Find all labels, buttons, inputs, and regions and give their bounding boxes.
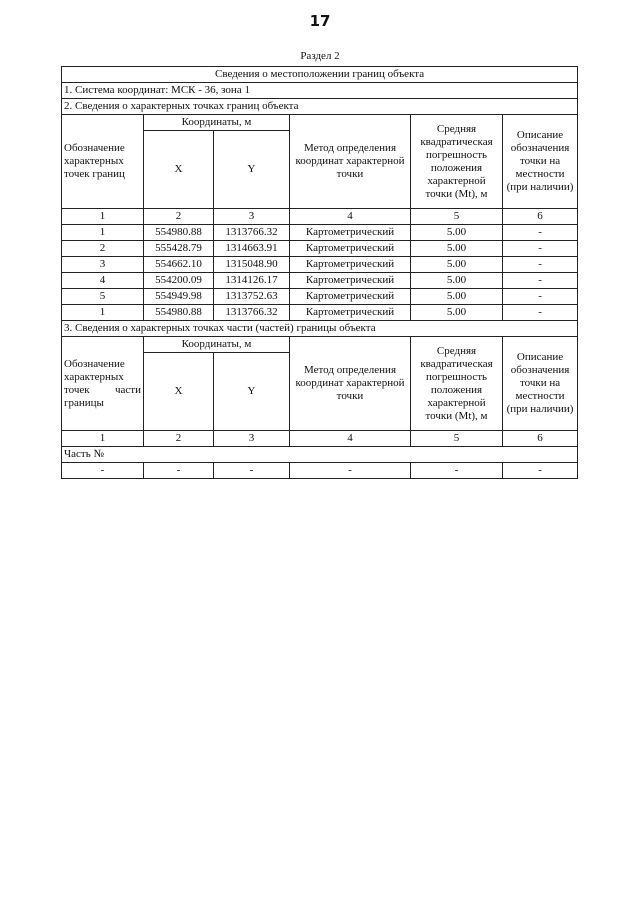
table-cell: 4 [62, 273, 144, 289]
error-header: Средняя квадратическая погрешность положения характерной точки (Mt), м [411, 337, 503, 431]
table-row [62, 241, 578, 257]
table-cell: 5.00 [411, 257, 503, 273]
table-cell: 1313766.32 [214, 225, 290, 241]
table-cell: - [503, 241, 578, 257]
description-header: Описание обозначения точки на местности (при наличии) [503, 115, 578, 209]
method-header: Метод определения координат характерной точки [290, 337, 411, 431]
table-cell: Картометрический [290, 273, 411, 289]
column-number-row [62, 209, 578, 225]
table-cell: Картометрический [290, 289, 411, 305]
table-cell: 1314126.17 [214, 273, 290, 289]
column-number: 6 [503, 209, 578, 225]
section3-title: 3. Сведения о характерных точках части (частей) границы объекта [62, 321, 578, 337]
table-cell: 554200.09 [144, 273, 214, 289]
column-number: 4 [290, 209, 411, 225]
table-cell: 1314663.91 [214, 241, 290, 257]
coords-header: Координаты, м [144, 337, 290, 353]
table-cell: 554980.88 [144, 225, 214, 241]
table-cell: 555428.79 [144, 241, 214, 257]
boundary-table [61, 66, 578, 479]
column-number: 3 [214, 431, 290, 447]
table-cell: - [411, 463, 503, 479]
table-cell: 5.00 [411, 225, 503, 241]
table-cell: 5 [62, 289, 144, 305]
column-number: 1 [62, 209, 144, 225]
table-cell: - [503, 463, 578, 479]
section-heading: Раздел 2 [300, 50, 340, 62]
column-number: 5 [411, 209, 503, 225]
table-cell: - [503, 305, 578, 321]
column-number: 6 [503, 431, 578, 447]
column-number-row [62, 431, 578, 447]
table-cell: - [214, 463, 290, 479]
table-row [62, 289, 578, 305]
table-cell: - [144, 463, 214, 479]
table-cell: - [62, 463, 144, 479]
column-number: 1 [62, 431, 144, 447]
table-row [62, 257, 578, 273]
section2-title: 2. Сведения о характерных точках границ объекта [62, 99, 578, 115]
table-row [62, 463, 578, 479]
y-header: Y [214, 353, 290, 431]
column-number: 2 [144, 431, 214, 447]
table-cell: Картометрический [290, 241, 411, 257]
x-header: X [144, 131, 214, 209]
method-header: Метод определения координат характерной точки [290, 115, 411, 209]
table-cell: 554662.10 [144, 257, 214, 273]
table-cell: 5.00 [411, 305, 503, 321]
error-header: Средняя квадратическая погрешность положения характерной точки (Mt), м [411, 115, 503, 209]
description-header: Описание обозначения точки на местности (при наличии) [503, 337, 578, 431]
y-header: Y [214, 131, 290, 209]
column-number: 2 [144, 209, 214, 225]
table-cell: 1313752.63 [214, 289, 290, 305]
column-number: 3 [214, 209, 290, 225]
table-row [62, 225, 578, 241]
table-cell: 5.00 [411, 241, 503, 257]
column-number: 5 [411, 431, 503, 447]
table-cell: 3 [62, 257, 144, 273]
table-cell: 2 [62, 241, 144, 257]
table-cell: 1313766.32 [214, 305, 290, 321]
table-cell: 5.00 [411, 273, 503, 289]
table-cell: 554949.98 [144, 289, 214, 305]
x-header: X [144, 353, 214, 431]
table-cell: 1315048.90 [214, 257, 290, 273]
table-cell: 1 [62, 305, 144, 321]
table-cell: - [503, 289, 578, 305]
part-number-row: Часть № [62, 447, 578, 463]
table-cell: - [290, 463, 411, 479]
table-cell: 1 [62, 225, 144, 241]
coordinate-system-row: 1. Система координат: МСК - 36, зона 1 [62, 83, 578, 99]
table-cell: 5.00 [411, 289, 503, 305]
table-row [62, 305, 578, 321]
table-cell: Картометрический [290, 305, 411, 321]
page-number: 17 [309, 12, 331, 30]
table-cell: Картометрический [290, 225, 411, 241]
coords-header: Координаты, м [144, 115, 290, 131]
table-cell: - [503, 225, 578, 241]
table-cell: - [503, 257, 578, 273]
table-cell: 554980.88 [144, 305, 214, 321]
point-label-header: Обозначение характерных точек границ [62, 115, 144, 209]
part-point-label-header: Обозначение характерных точек части границы [62, 337, 144, 431]
table-row [62, 273, 578, 289]
column-number: 4 [290, 431, 411, 447]
table-cell: Картометрический [290, 257, 411, 273]
table-title: Сведения о местоположении границ объекта [62, 67, 578, 83]
table-cell: - [503, 273, 578, 289]
